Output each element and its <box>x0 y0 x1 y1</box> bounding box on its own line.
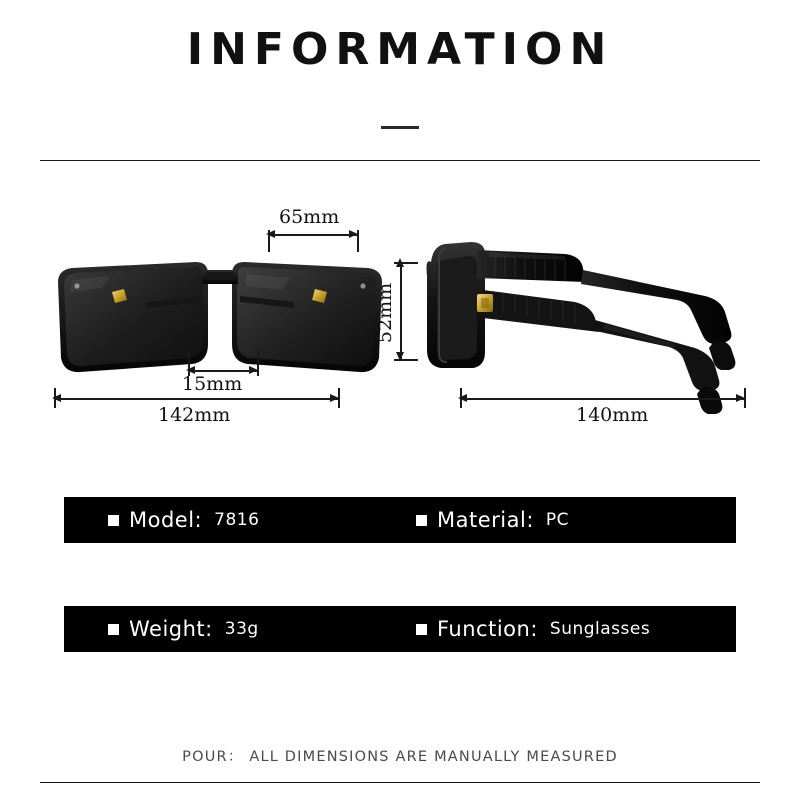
product-dimension-diagram <box>0 180 800 470</box>
dim-tick-15mm-right <box>257 350 259 376</box>
spec-bar-model-material <box>64 497 736 543</box>
spec-material-value: PC <box>545 510 570 530</box>
dim-line-65mm <box>268 234 358 236</box>
dim-tick-140mm-right <box>744 388 746 408</box>
spec-model-key: Model: <box>129 508 203 532</box>
spec-material <box>416 497 736 543</box>
dim-line-142mm <box>54 398 339 400</box>
square-bullet-icon <box>108 624 119 635</box>
footer-divider <box>40 782 760 783</box>
spec-weight-value: 33g <box>224 619 259 639</box>
dim-tick-140mm-left <box>460 388 462 408</box>
dim-tick-52mm-top <box>394 262 418 264</box>
spec-weight-key: Weight: <box>129 617 213 641</box>
square-bullet-icon <box>108 515 119 526</box>
dim-tick-52mm-bottom <box>394 359 418 361</box>
dim-line-15mm <box>188 370 258 372</box>
spec-bar-weight-function <box>64 606 736 652</box>
dim-label-52mm: 52mm <box>374 282 397 344</box>
spec-material-key: Material: <box>437 508 534 532</box>
square-bullet-icon <box>416 515 427 526</box>
spec-function <box>416 606 736 652</box>
dim-tick-65mm-left <box>268 230 270 252</box>
header-divider <box>40 160 760 161</box>
square-bullet-icon <box>416 624 427 635</box>
spec-function-key: Function: <box>437 617 538 641</box>
dim-line-140mm <box>460 398 745 400</box>
spec-model-value: 7816 <box>214 510 260 530</box>
dim-line-52mm <box>400 262 402 360</box>
title-underline-dash <box>381 126 419 129</box>
dim-tick-65mm-right <box>357 230 359 252</box>
dim-tick-142mm-right <box>338 388 340 408</box>
spec-function-value: Sunglasses <box>549 619 651 639</box>
spec-model <box>64 497 416 543</box>
dim-tick-142mm-left <box>54 388 56 408</box>
dim-label-65mm: 65mm <box>279 206 340 228</box>
dim-label-15mm: 15mm <box>182 373 243 395</box>
footer-note: POUR： ALL DIMENSIONS ARE MANUALLY MEASURED <box>182 749 618 765</box>
page-title: INFORMATION <box>186 24 614 75</box>
dim-label-140mm: 140mm <box>576 404 649 426</box>
dim-label-142mm: 142mm <box>158 404 231 426</box>
spec-weight <box>64 606 416 652</box>
